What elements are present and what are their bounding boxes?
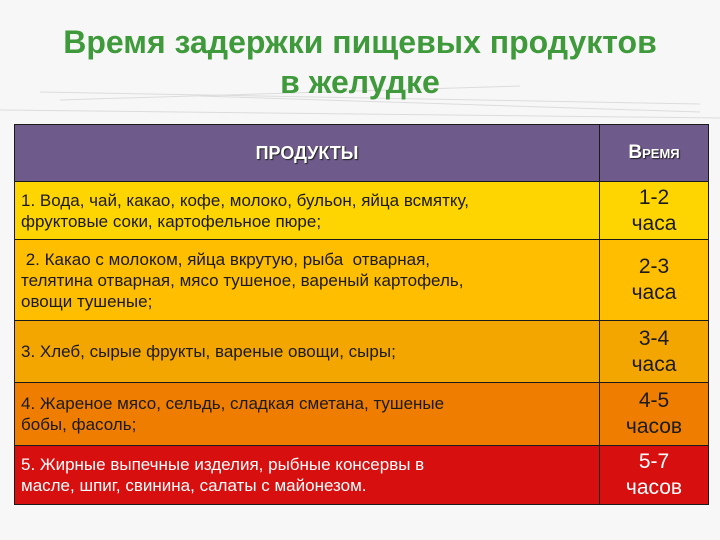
product-cell <box>15 182 600 240</box>
time-cell <box>600 240 709 321</box>
product-cell <box>15 321 600 383</box>
product-text: 2. Какао с молоком, яйца вкрутую, рыба отварная, <box>21 249 431 269</box>
time-unit: часа <box>631 211 677 235</box>
title-line-2: в желудке <box>280 64 440 100</box>
time-cell <box>600 182 709 240</box>
product-text: масле, шпиг, свинина, салаты с майонезом. <box>21 476 367 495</box>
product-text: фруктовые соки, картофельное пюре; <box>21 211 322 231</box>
product-cell <box>15 446 600 505</box>
time-range: 4-5 <box>638 389 670 412</box>
time-range: 3-4 <box>638 326 670 350</box>
digestion-time-table <box>14 124 709 505</box>
product-text: овощи тушеные; <box>21 291 153 311</box>
product-text: 4. Жареное мясо, сельдь, сладкая сметана, тушеные <box>21 394 445 413</box>
table-row <box>15 321 709 383</box>
time-range: 5-7 <box>638 450 670 473</box>
title-line-1: Время задержки пищевых продуктов <box>63 24 657 60</box>
page-title <box>0 22 720 102</box>
product-text: 5. Жирные выпечные изделия, рыбные консервы в <box>21 455 425 474</box>
table-header-row <box>15 125 709 182</box>
time-unit: часов <box>625 415 683 438</box>
table-row <box>15 383 709 446</box>
product-text: 3. Хлеб, сырые фрукты, вареные овощи, сыры; <box>21 342 396 361</box>
time-range: 2-3 <box>638 255 670 278</box>
table-row <box>15 446 709 505</box>
time-cell <box>600 321 709 383</box>
time-unit: часа <box>631 281 677 304</box>
product-text: бобы, фасоль; <box>21 415 137 434</box>
time-cell <box>600 383 709 446</box>
product-cell <box>15 240 600 321</box>
header-products: ПРОДУКТЫ <box>15 125 600 182</box>
product-cell <box>15 383 600 446</box>
table-row <box>15 182 709 240</box>
table-row <box>15 240 709 321</box>
product-text: 1. Вода, чай, какао, кофе, молоко, бульон, яйца всмятку, <box>21 190 470 210</box>
header-time: Время <box>600 125 709 182</box>
time-cell <box>600 446 709 505</box>
time-unit: часа <box>631 352 677 376</box>
product-text: телятина отварная, мясо тушеное, вареный картофель, <box>21 270 464 290</box>
time-unit: часов <box>625 476 683 499</box>
time-range: 1-2 <box>638 185 670 209</box>
